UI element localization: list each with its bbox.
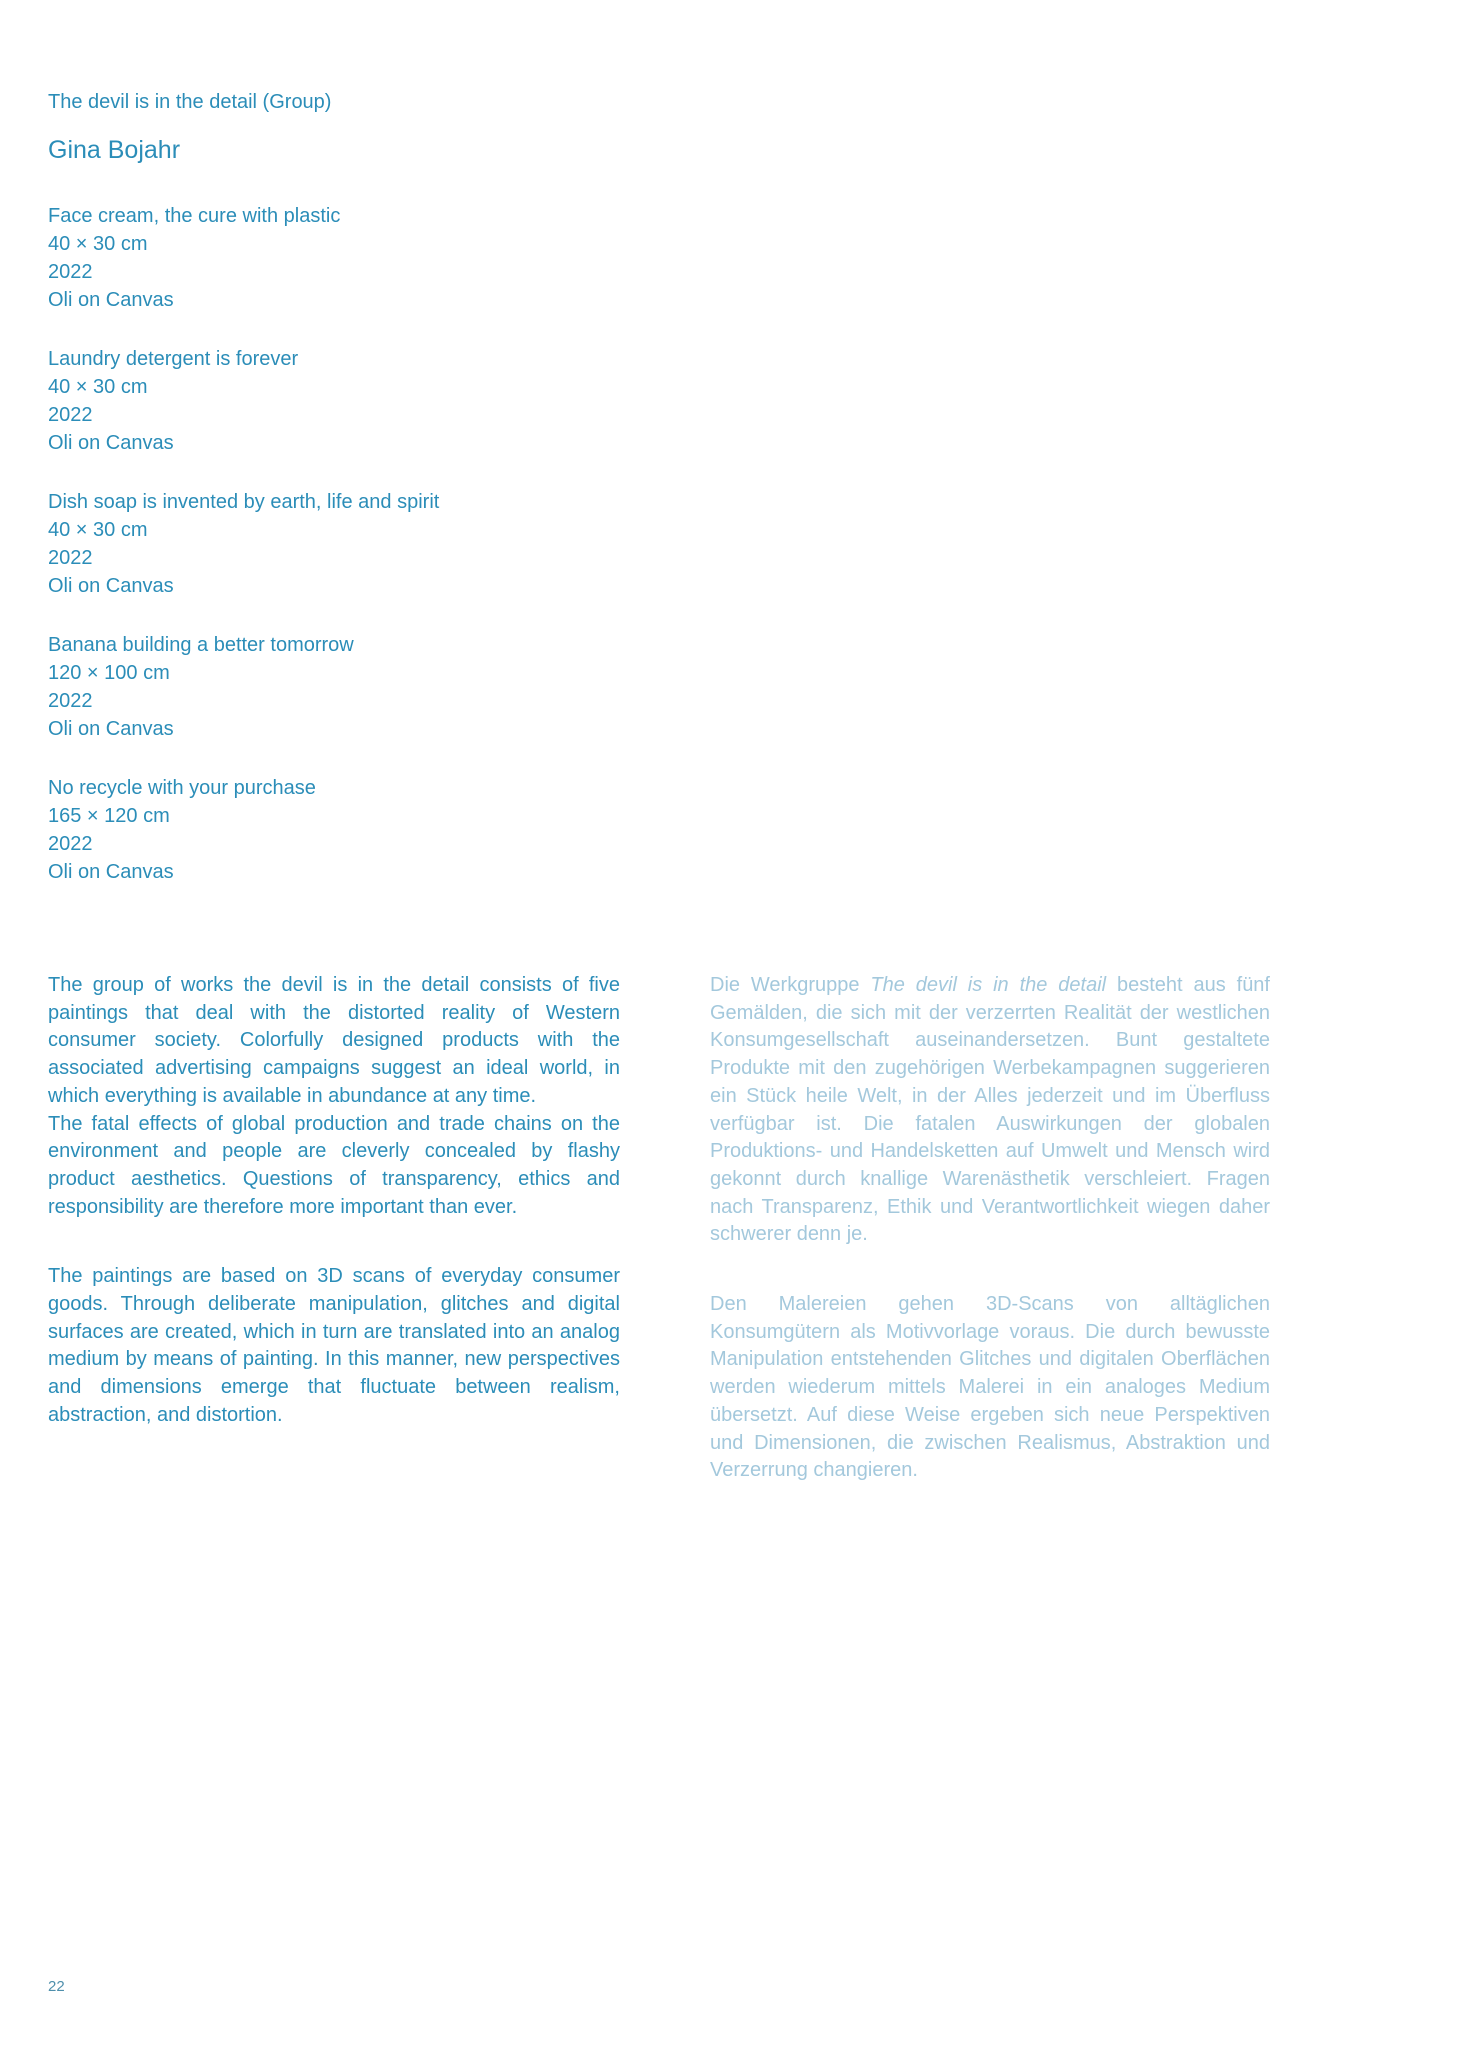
description-german bbox=[710, 972, 1270, 1485]
description-english bbox=[48, 972, 620, 1485]
artwork-entry bbox=[48, 202, 648, 314]
english-paragraph-1a: The group of works the devil is in the detail consists of five paintings that deal with the distorted reality of Western consumer society. Colorfully designed products with the associated advertising campaigns suggest an ideal world, in which everything is available in abundance at any time. bbox=[48, 974, 620, 1107]
artwork-entry bbox=[48, 631, 648, 743]
artwork-entry bbox=[48, 345, 648, 457]
artwork-year: 2022 bbox=[48, 833, 93, 855]
artist-name: Gina Bojahr bbox=[48, 136, 181, 164]
artwork-medium: Oli on Canvas bbox=[48, 861, 174, 883]
artwork-medium: Oli on Canvas bbox=[48, 432, 174, 454]
artwork-dimensions: 40 × 30 cm bbox=[48, 376, 148, 398]
artwork-year: 2022 bbox=[48, 690, 93, 712]
artwork-medium: Oli on Canvas bbox=[48, 575, 174, 597]
group-title: The devil is in the detail (Group) bbox=[48, 91, 332, 113]
german-paragraph-1-prefix: Die Werkgruppe bbox=[710, 974, 871, 996]
german-paragraph-2: Den Malereien gehen 3D-Scans von alltäglichen Konsumgütern als Motivvorlage voraus. Die durch bewusste Manipulation entstehenden Glitches und digitalen Oberflächen werden wiederum mittels Malerei in ein analoges Medium übersetzt. Auf diese Weise ergeben sich neue Perspektiven und Dimensionen, die zwischen Realismus, Abstraktion und Verzerrung changieren. bbox=[710, 1293, 1270, 1482]
artwork-title: Laundry detergent is forever bbox=[48, 348, 299, 370]
artwork-entry bbox=[48, 774, 648, 886]
artwork-year: 2022 bbox=[48, 261, 93, 283]
artwork-title: Banana building a better tomorrow bbox=[48, 634, 354, 656]
artwork-medium: Oli on Canvas bbox=[48, 718, 174, 740]
artwork-title: Face cream, the cure with plastic bbox=[48, 205, 341, 227]
page-header bbox=[48, 88, 648, 917]
artwork-title: No recycle with your purchase bbox=[48, 777, 316, 799]
german-paragraph-1-rest: besteht aus fünf Gemälden, die sich mit der verzerrten Realität der westlichen Konsumgesellschaft auseinandersetzen. Bunt gestaltete Produkte mit den zugehörigen Werbekampagnen suggerieren ein Stück heile Welt, in der Alles jederzeit und im Überfluss verfügbar ist. Die fatalen Auswirkungen der globalen Produktions- und Handelsketten auf Umwelt und Mensch wird gekonnt durch knallige Warenästhetik verschleiert. Fragen nach Transparenz, Ethik und Verantwortlichkeit wiegen daher schwerer denn je. bbox=[710, 974, 1270, 1246]
artwork-dimensions: 165 × 120 cm bbox=[48, 805, 170, 827]
artwork-dimensions: 40 × 30 cm bbox=[48, 519, 148, 541]
artwork-dimensions: 40 × 30 cm bbox=[48, 233, 148, 255]
english-paragraph-1b: The fatal effects of global production and trade chains on the environment and people are cleverly concealed by flashy product aesthetics. Questions of transparency, ethics and responsibility are therefore more important than ever. bbox=[48, 1112, 620, 1218]
artwork-medium: Oli on Canvas bbox=[48, 289, 174, 311]
page-number: 22 bbox=[48, 1978, 65, 1995]
german-paragraph-1 bbox=[710, 972, 1270, 1249]
artwork-entry bbox=[48, 488, 648, 600]
artwork-title: Dish soap is invented by earth, life and spirit bbox=[48, 491, 440, 513]
artwork-year: 2022 bbox=[48, 547, 93, 569]
artwork-list bbox=[48, 202, 648, 886]
description-columns bbox=[48, 972, 1270, 1485]
artwork-dimensions: 120 × 100 cm bbox=[48, 662, 170, 684]
german-paragraph-1-italic-title: The devil is in the detail bbox=[870, 974, 1107, 996]
artwork-year: 2022 bbox=[48, 404, 93, 426]
english-paragraph-2: The paintings are based on 3D scans of everyday consumer goods. Through deliberate manipulation, glitches and digital surfaces are created, which in turn are translated into an analog medium by means of painting. In this manner, new perspectives and dimensions emerge that fluctuate between realism, abstraction, and distortion. bbox=[48, 1265, 620, 1426]
